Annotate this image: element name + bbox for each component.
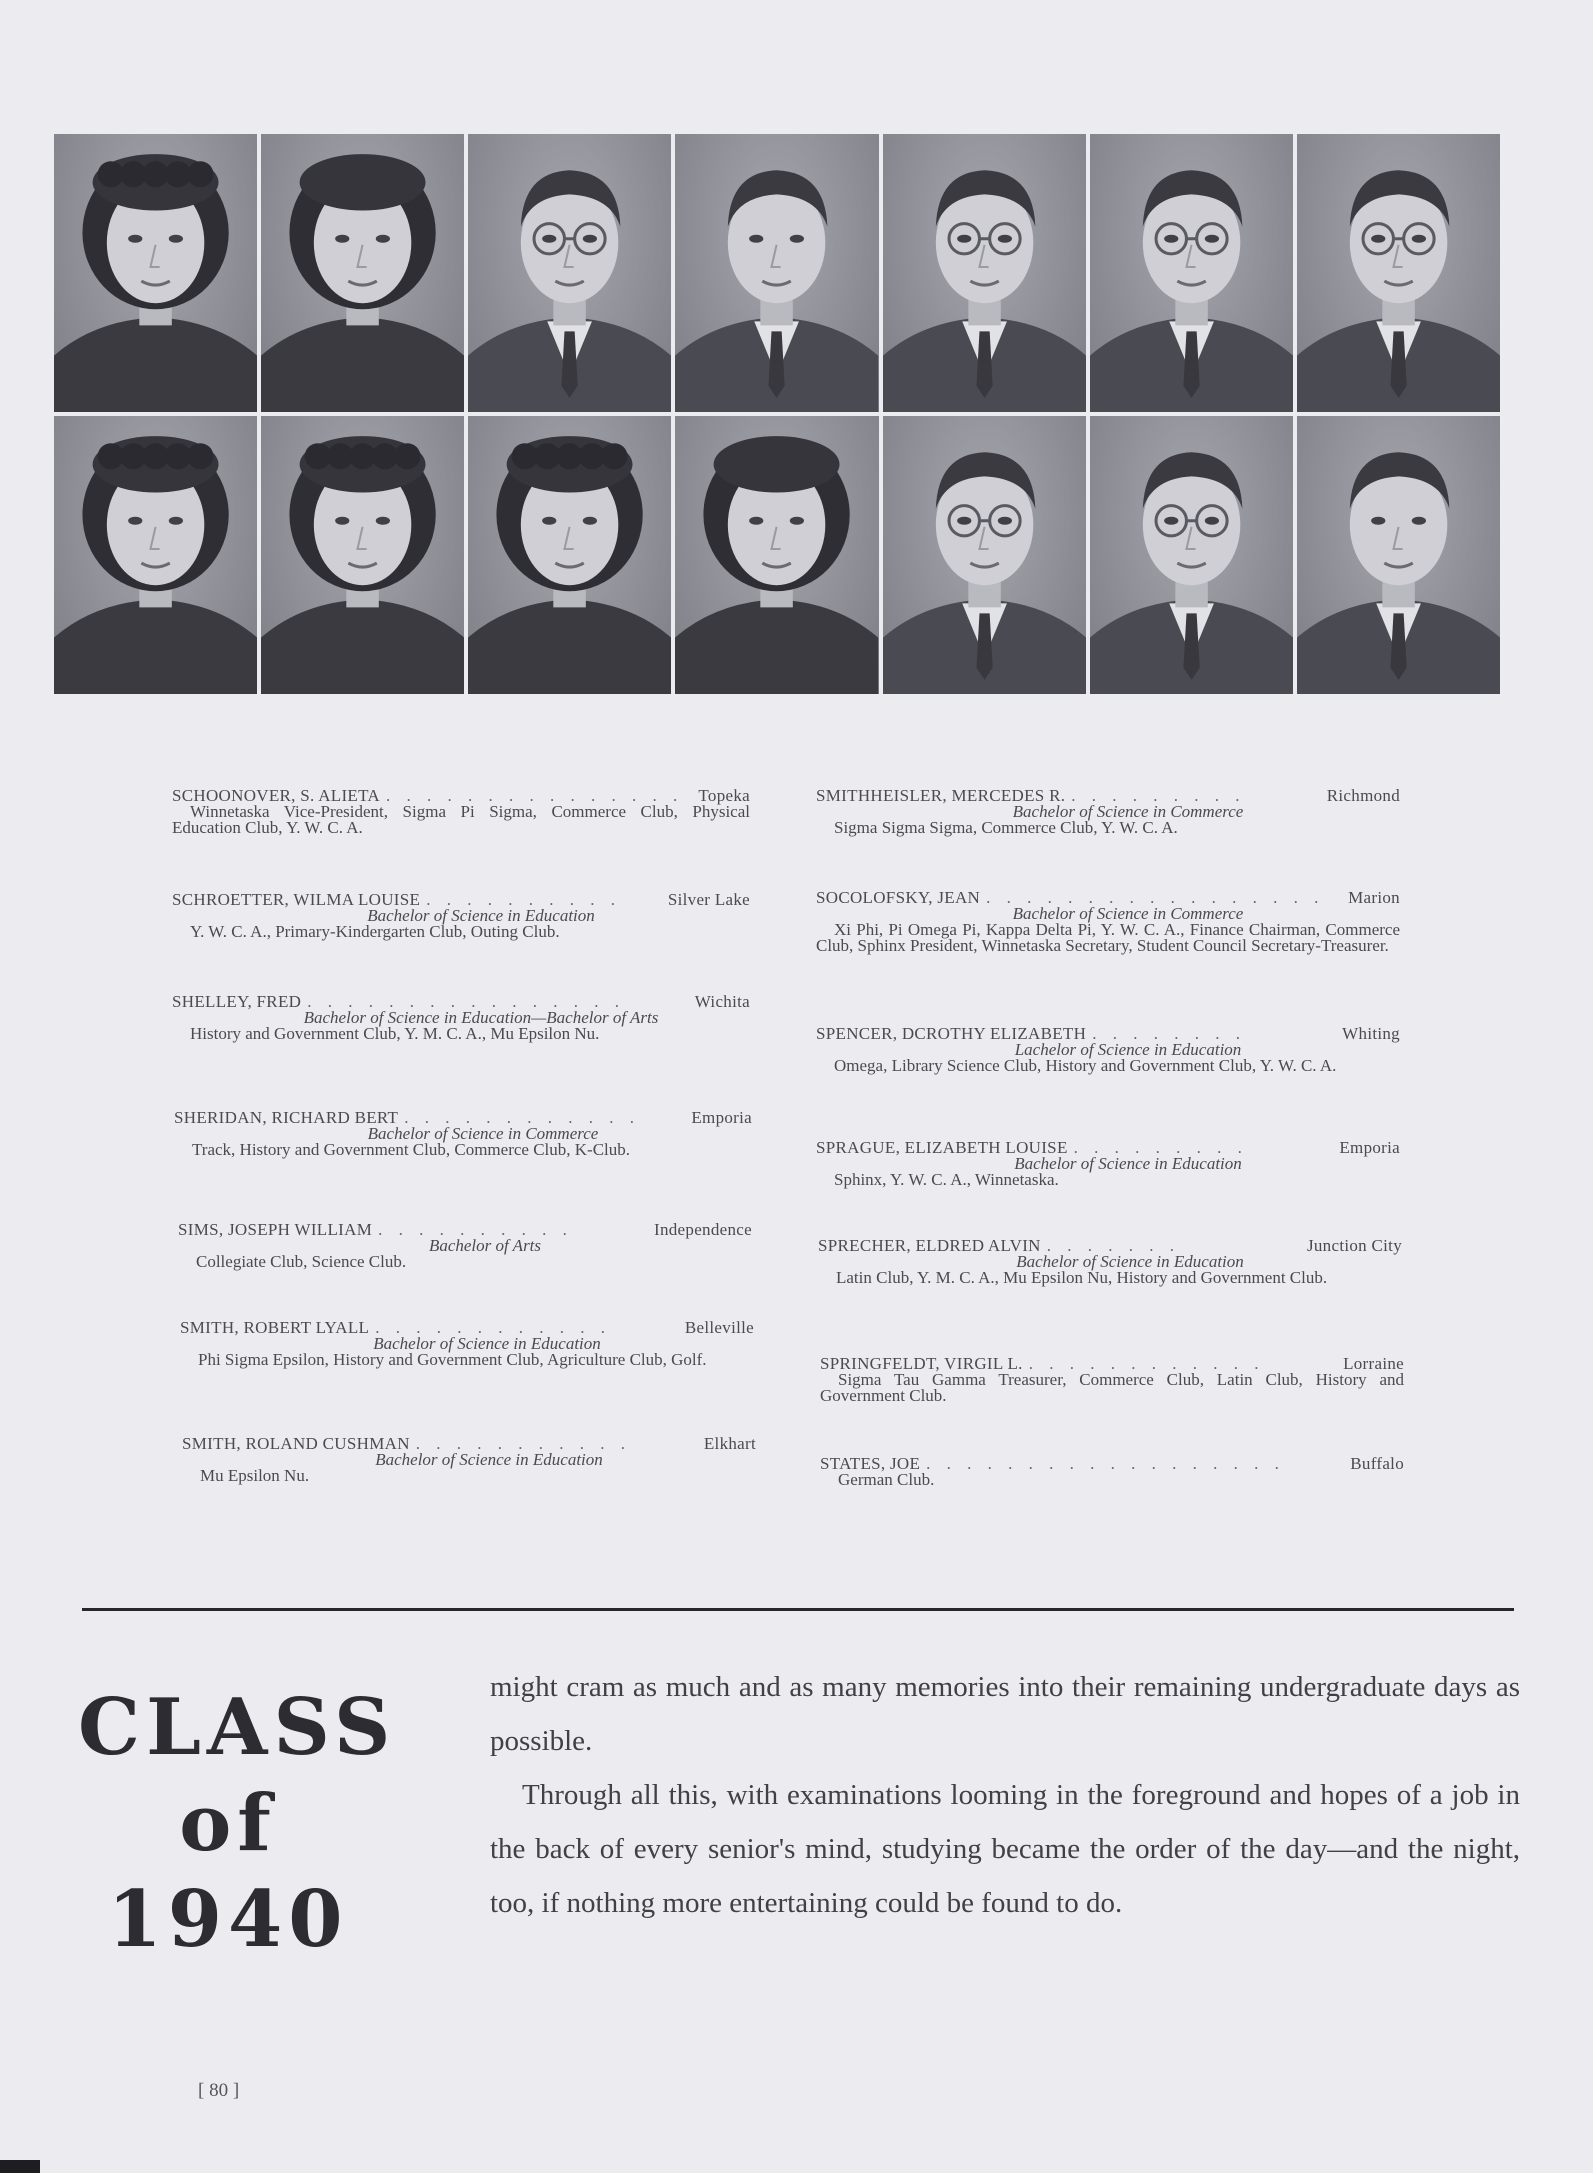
portrait-photo — [54, 134, 257, 412]
entry-hometown: Emporia — [691, 1108, 752, 1127]
entry-hometown: Silver Lake — [667, 890, 750, 909]
entry-hometown: Topeka — [698, 786, 750, 805]
portrait-silhouette — [54, 416, 257, 694]
entry-degree: Bachelor of Science in Commerce — [1012, 802, 1244, 821]
entry-smith-roland: SMITH, ROLAND CUSHMAN . . . . . . . . . . . Elkhart Bachelor of Science in Education Mu Epsilon Nu. — [182, 1434, 756, 1485]
entry-name: SMITH, ROBERT LYALL — [180, 1318, 370, 1337]
entry-sprague: SPRAGUE, ELIZABETH LOUISE . . . . . . . . . Emporia Bachelor of Science in Education Sphinx, Y. W. C. A., Winnetaska. — [816, 1138, 1400, 1189]
portrait-silhouette — [261, 134, 464, 412]
entry-name: SMITHHEISLER, MERCEDES R. — [816, 786, 1066, 805]
entry-hometown: Belleville — [684, 1318, 754, 1337]
portrait-silhouette — [883, 416, 1086, 694]
portrait-photo — [1090, 416, 1293, 694]
entry-degree: Bachelor of Science in Education — [367, 906, 595, 925]
portrait-silhouette — [1297, 416, 1500, 694]
entry-schroetter: SCHROETTER, WILMA LOUISE . . . . . . . . . . Silver Lake Bachelor of Science in Education Y. W. C. A., Primary-Kindergarten Club, Outing Club. — [172, 890, 750, 941]
entry-activities: Xi Phi, Pi Omega Pi, Kappa Delta Pi, Y. W. C. A., Finance Chairman, Commerce Club, Sphinx President, Winnetaska Secretary, Student Council Secretary-Treasurer. — [816, 920, 1400, 955]
entry-name: SOCOLOFSKY, JEAN — [816, 888, 981, 907]
paragraph: might cram as much and as many memories into their remaining undergraduate days as possible. — [490, 1671, 1520, 1757]
entry-hometown: Emporia — [1339, 1138, 1400, 1157]
portrait-silhouette — [1090, 416, 1293, 694]
entry-name: SPRAGUE, ELIZABETH LOUISE — [816, 1138, 1068, 1157]
entry-name: SPRECHER, ELDRED ALVIN — [818, 1236, 1041, 1255]
portrait-photo — [675, 134, 878, 412]
entry-smithheisler: SMITHHEISLER, MERCEDES R. . . . . . . . . . Richmond Bachelor of Science in Commerce Sigma Sigma Sigma, Commerce Club, Y. W. C. A. — [816, 786, 1400, 837]
entry-hometown: Marion — [1348, 888, 1400, 907]
entry-springfeldt: SPRINGFELDT, VIRGIL L. . . . . . . . . . . . . Lorraine Sigma Tau Gamma Treasurer, Commerce Club, Latin Club, History and Government Club. — [820, 1354, 1404, 1405]
portrait-silhouette — [468, 416, 671, 694]
portrait-photo — [883, 416, 1086, 694]
entry-hometown: Buffalo — [1350, 1454, 1404, 1473]
portrait-silhouette — [675, 416, 878, 694]
portrait-silhouette — [1090, 134, 1293, 412]
portrait-photo — [468, 134, 671, 412]
entry-states: STATES, JOE . . . . . . . . . . . . . . . . . . Buffalo German Club. — [820, 1454, 1404, 1489]
entry-hometown: Junction City — [1306, 1236, 1402, 1255]
entry-name: SHERIDAN, RICHARD BERT — [174, 1108, 399, 1127]
entry-socolofsky: SOCOLOFSKY, JEAN . . . . . . . . . . . . . . . . . Marion Bachelor of Science in Commerce Xi Phi, Pi Omega Pi, Kappa Delta Pi, Y. W. C. A., Finance Chairman, Commerce Club, Sphinx President, Winnetaska Secretary, Student Council Secretary-Treasurer. — [816, 888, 1400, 955]
entry-hometown: Wichita — [694, 992, 750, 1011]
portrait-photo — [1090, 134, 1293, 412]
entry-activities: Mu Epsilon Nu. — [200, 1466, 310, 1485]
entry-hometown: Lorraine — [1343, 1354, 1404, 1373]
entry-activities: German Club. — [838, 1470, 935, 1489]
entry-hometown: Independence — [654, 1220, 752, 1239]
entry-sprecher: SPRECHER, ELDRED ALVIN . . . . . . . Junction City Bachelor of Science in Education Latin Club, Y. M. C. A., Mu Epsilon Nu, History and Government Club. — [818, 1236, 1402, 1287]
entry-smith-robert: SMITH, ROBERT LYALL . . . . . . . . . . . . Belleville Bachelor of Science in Education Phi Sigma Epsilon, History and Government Club, Agriculture Club, Golf. — [180, 1318, 754, 1369]
entry-spencer: SPENCER, DCROTHY ELIZABETH . . . . . . . . Whiting Lachelor of Science in Education Omega, Library Science Club, History and Government Club, Y. W. C. A. — [816, 1024, 1400, 1075]
entry-name: SPRINGFELDT, VIRGIL L. — [820, 1354, 1023, 1373]
entry-degree: Lachelor of Science in Education — [1014, 1040, 1242, 1059]
portrait-photo — [883, 134, 1086, 412]
portrait-grid — [54, 134, 1500, 694]
scan-edge — [0, 2160, 40, 2173]
portrait-photo — [675, 416, 878, 694]
paragraph: Through all this, with examinations looming in the foreground and hopes of a job in the back of every senior's mind, studying became the order of the day—and the night, too, if nothing more entertaining could be found to do. — [490, 1779, 1520, 1919]
entry-hometown: Whiting — [1342, 1024, 1400, 1043]
entry-degree: Bachelor of Science in Commerce — [1012, 904, 1244, 923]
entry-activities: Latin Club, Y. M. C. A., Mu Epsilon Nu, History and Government Club. — [836, 1268, 1328, 1287]
entry-degree: Bachelor of Science in Commerce — [367, 1124, 599, 1143]
portrait-photo — [54, 416, 257, 694]
entry-name: SMITH, ROLAND CUSHMAN — [182, 1434, 410, 1453]
entry-name: SHELLEY, FRED — [172, 992, 302, 1011]
portrait-silhouette — [468, 134, 671, 412]
class-title-line1: CLASS — [78, 1682, 397, 1773]
entry-degree: Bachelor of Arts — [428, 1236, 542, 1255]
entry-activities: Collegiate Club, Science Club. — [196, 1252, 407, 1271]
entry-degree: Bachelor of Science in Education — [1016, 1252, 1244, 1271]
portrait-silhouette — [675, 134, 878, 412]
portrait-silhouette — [261, 416, 464, 694]
entry-degree: Bachelor of Science in Education — [1014, 1154, 1242, 1173]
portrait-silhouette — [883, 134, 1086, 412]
portrait-photo — [1297, 134, 1500, 412]
entry-hometown: Elkhart — [703, 1434, 756, 1453]
portrait-photo — [468, 416, 671, 694]
entry-degree: Bachelor of Science in Education — [373, 1334, 601, 1353]
entry-activities: Track, History and Government Club, Commerce Club, K-Club. — [192, 1140, 631, 1159]
entry-activities: History and Government Club, Y. M. C. A., Mu Epsilon Nu. — [190, 1024, 600, 1043]
portrait-silhouette — [54, 134, 257, 412]
class-title — [78, 1680, 397, 1968]
entry-hometown: Richmond — [1326, 786, 1400, 805]
entry-activities: Sigma Sigma Sigma, Commerce Club, Y. W. C. A. — [834, 818, 1178, 837]
class-title-line2: of — [179, 1778, 277, 1869]
entry-activities: Y. W. C. A., Primary-Kindergarten Club, Outing Club. — [190, 922, 560, 941]
entry-activities: Sigma Tau Gamma Treasurer, Commerce Club, Latin Club, History and Government Club. — [820, 1370, 1404, 1405]
body-text — [490, 1660, 1520, 1930]
entry-shelley: SHELLEY, FRED . . . . . . . . . . . . . . . . Wichita Bachelor of Science in Education—Bachelor of Arts History and Government Club, Y. M. C. A., Mu Epsilon Nu. — [172, 992, 750, 1043]
entry-schoonover: SCHOONOVER, S. ALIETA . . . . . . . . . . . . . . . Topeka Winnetaska Vice-President, Sigma Pi Sigma, Commerce Club, Physical Education Club, Y. W. C. A. — [172, 786, 750, 837]
entry-sheridan: SHERIDAN, RICHARD BERT . . . . . . . . . . . . Emporia Bachelor of Science in Commerce Track, History and Government Club, Commerce Club, K-Club. — [174, 1108, 752, 1159]
entry-name: SPENCER, DCROTHY ELIZABETH — [816, 1024, 1087, 1043]
portrait-photo — [261, 416, 464, 694]
entry-name: SCHOONOVER, S. ALIETA — [172, 786, 381, 805]
entry-name: STATES, JOE — [820, 1454, 921, 1473]
entry-degree: Bachelor of Science in Education—Bachelor of Arts — [303, 1008, 659, 1027]
entry-degree: Bachelor of Science in Education — [375, 1450, 603, 1469]
entry-name: SIMS, JOSEPH WILLIAM — [178, 1220, 373, 1239]
entry-activities: Winnetaska Vice-President, Sigma Pi Sigma, Commerce Club, Physical Education Club, Y. W. C. A. — [172, 802, 750, 837]
portrait-photo — [261, 134, 464, 412]
section-divider — [82, 1608, 1514, 1611]
entry-sims: SIMS, JOSEPH WILLIAM . . . . . . . . . . Independence Bachelor of Arts Collegiate Club, Science Club. — [178, 1220, 752, 1271]
portrait-silhouette — [1297, 134, 1500, 412]
page-number: [ 80 ] — [198, 2080, 240, 2101]
class-title-line3: 1940 — [107, 1874, 349, 1965]
entry-name: SCHROETTER, WILMA LOUISE — [172, 890, 421, 909]
portrait-photo — [1297, 416, 1500, 694]
entry-activities: Omega, Library Science Club, History and Government Club, Y. W. C. A. — [834, 1056, 1337, 1075]
entry-activities: Phi Sigma Epsilon, History and Government Club, Agriculture Club, Golf. — [198, 1350, 707, 1369]
entry-activities: Sphinx, Y. W. C. A., Winnetaska. — [834, 1170, 1059, 1189]
